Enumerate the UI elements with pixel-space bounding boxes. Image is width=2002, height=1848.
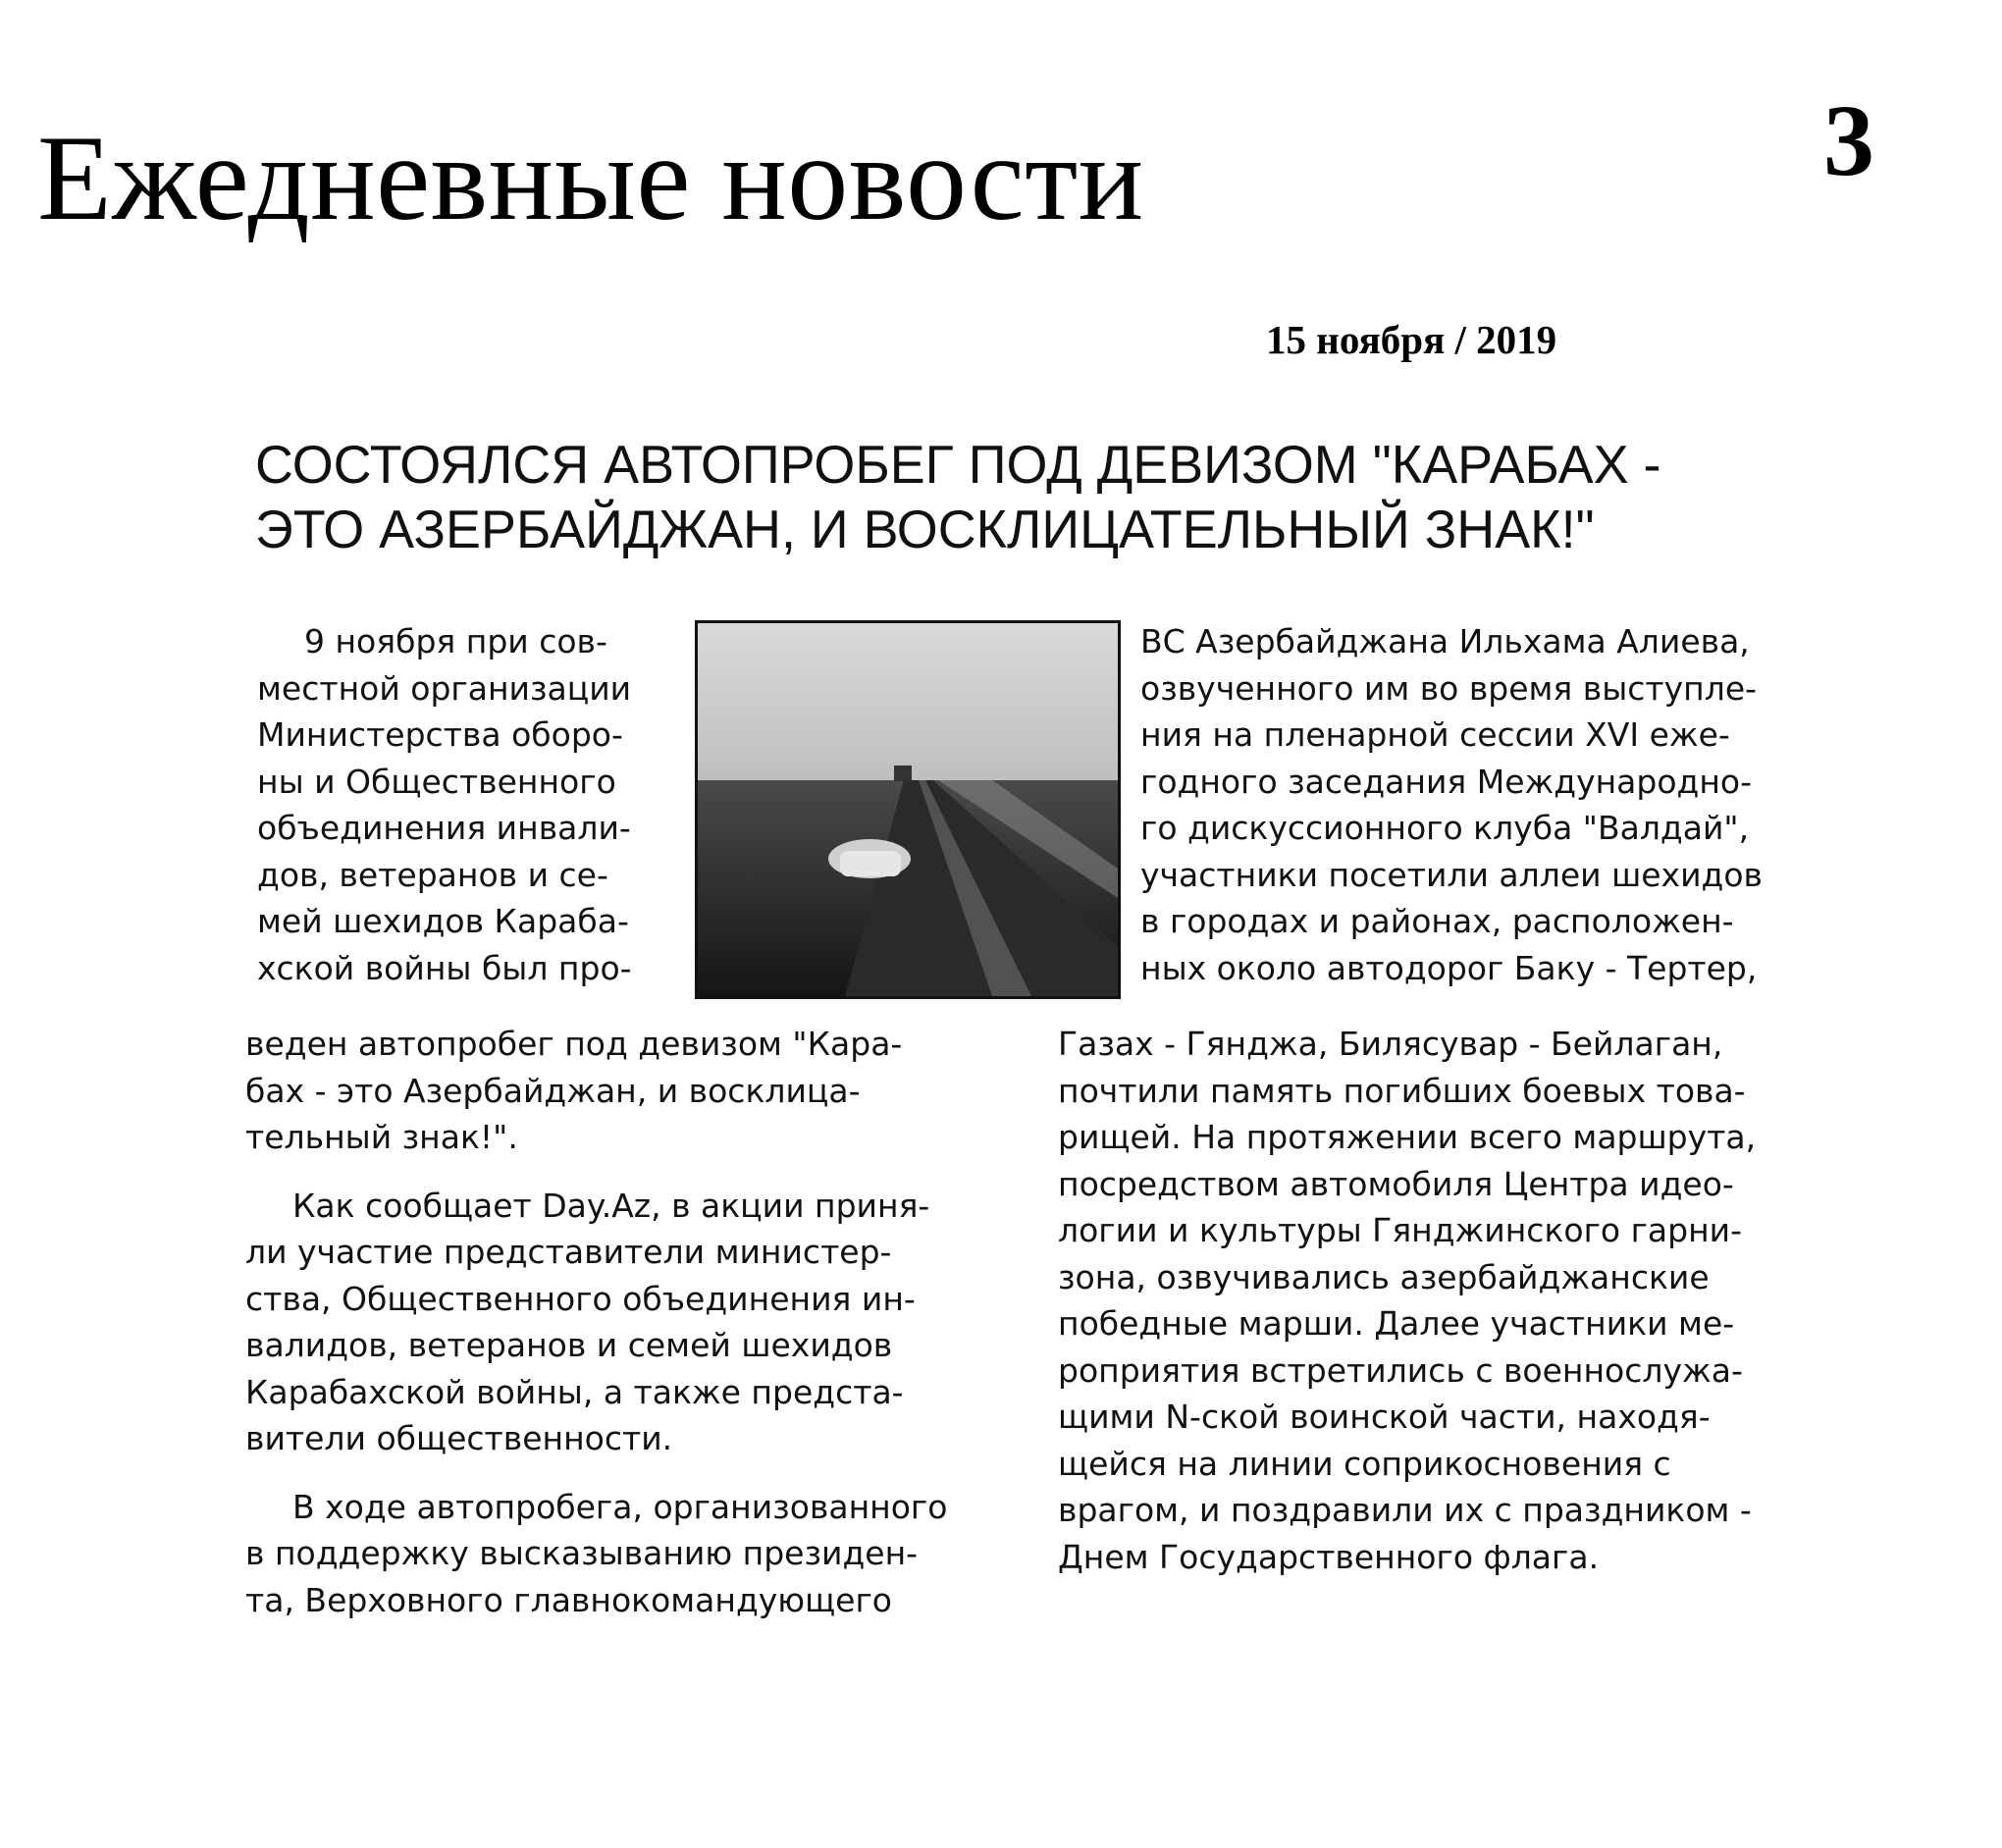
text-line: Как сообщает Day.Az, в акции приня- [292, 1186, 930, 1225]
text-line: Днем Государственного флага. [1058, 1537, 1600, 1576]
text-line: Министерства оборо- [257, 715, 623, 754]
article-column-left-bottom [245, 1021, 991, 1645]
text-line: объединения инвали- [257, 809, 631, 847]
text-line: озвученного им во время выступле- [1140, 668, 1758, 708]
text-line: хской войны был про- [257, 948, 632, 987]
text-line: в поддержку высказыванию президен- [245, 1534, 919, 1572]
article-column-right-top [1140, 618, 1808, 991]
text-line: в городах и районах, расположен- [1140, 902, 1734, 940]
text-line: мей шехидов Караба- [257, 902, 629, 940]
text-line: зона, озвучивались азербайджанские [1058, 1257, 1710, 1296]
issue-date: 15 ноября / 2019 [1266, 317, 1557, 362]
text-line: ли участие представители министер- [245, 1233, 892, 1271]
text-line: участники посетили аллеи шехидов [1140, 855, 1763, 894]
text-line: врагом, и поздравили их с праздником - [1058, 1491, 1752, 1529]
text-line: вители общественности. [245, 1419, 673, 1457]
text-line: тельный знак!". [245, 1118, 518, 1156]
text-line: почтили память погибших боевых това- [1058, 1071, 1746, 1110]
text-line: рищей. На протяжении всего маршрута, [1058, 1118, 1757, 1156]
page-number: 3 [1823, 84, 1874, 197]
text-line: годного заседания Международно- [1140, 762, 1753, 801]
text-line: та, Верховного главнокомандующего [245, 1580, 892, 1619]
article-photo [695, 620, 1121, 999]
text-line: роприятия встретились с военнослужа- [1058, 1350, 1743, 1390]
text-line: ных около автодорог Баку - Тертер, [1140, 948, 1758, 987]
text-line: победные марши. Далее участники ме- [1058, 1304, 1735, 1343]
headline-line-1: СОСТОЯЛСЯ АВТОПРОБЕГ ПОД ДЕВИЗОМ "КАРАБАХ - [255, 434, 1661, 495]
road-photo-illustration [698, 623, 1118, 996]
text-line: ния на пленарной сессии XVI еже- [1140, 715, 1730, 754]
text-line: веден автопробег под девизом "Кара- [245, 1025, 903, 1063]
headline-line-2: ЭТО АЗЕРБАЙДЖАН, И ВОСКЛИЦАТЕЛЬНЫЙ ЗНАК!" [255, 499, 1595, 559]
text-line: Газах - Гянджа, Билясувар - Бейлаган, [1058, 1025, 1723, 1063]
article-headline [255, 432, 1786, 561]
text-line: посредством автомобиля Центра идео- [1058, 1164, 1734, 1203]
text-line: щейся на линии соприкосновения с [1058, 1444, 1671, 1483]
text-line: 9 ноября при сов- [304, 622, 607, 660]
article-column-left-top [257, 618, 679, 991]
text-line: валидов, ветеранов и семей шехидов [245, 1326, 893, 1364]
text-line: В ходе автопробега, организованного [292, 1487, 948, 1526]
text-line: логии и культуры Гянджинского гарни- [1058, 1211, 1743, 1249]
text-line: щими N-ской воинской части, находя- [1058, 1398, 1711, 1436]
paragraph-3 [245, 1484, 991, 1624]
text-line: бах - это Азербайджан, и восклица- [245, 1071, 861, 1110]
article-column-right-bottom [1058, 1021, 1806, 1580]
text-line: дов, ветеранов и се- [257, 855, 608, 894]
paragraph-1-continuation [245, 1021, 991, 1161]
masthead-title: Ежедневные новости [37, 111, 1144, 245]
text-line: ства, Общественного объединения ин- [245, 1279, 916, 1318]
text-line: го дискуссионного клуба "Валдай", [1140, 809, 1750, 847]
paragraph-2 [245, 1183, 991, 1462]
text-line: ВС Азербайджана Ильхама Алиева, [1140, 622, 1750, 660]
text-line: местной организации [257, 668, 632, 708]
text-line: ны и Общественного [257, 762, 616, 801]
text-line: Карабахской войны, а также предста- [245, 1372, 904, 1411]
